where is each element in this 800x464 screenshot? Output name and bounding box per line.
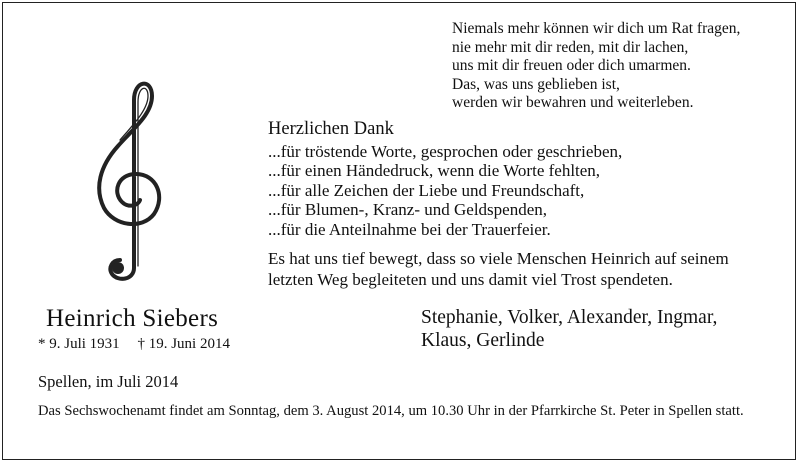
family-names: [421, 306, 717, 352]
place-date: Spellen, im Juli 2014: [38, 372, 179, 391]
thanks-item: ...für alle Zeichen der Liebe und Freundschaft,: [268, 180, 585, 200]
poem-line: werden wir bewahren und weiterleben.: [452, 94, 694, 112]
family-line: Klaus, Gerlinde: [421, 330, 545, 351]
poem-line: uns mit dir freuen oder dich umarmen.: [452, 57, 691, 75]
poem: [452, 20, 792, 113]
life-dates: [38, 336, 244, 353]
poem-line: nie mehr mit dir reden, mit dir lachen,: [452, 38, 689, 56]
thanks-item: ...für die Anteilnahme bei der Trauerfeier.: [268, 219, 551, 239]
thanks-section: [268, 120, 788, 290]
thanks-item: ...für Blumen-, Kranz- und Geldspenden,: [268, 200, 548, 220]
poem-line: Das, was uns geblieben ist,: [452, 75, 620, 93]
death-date: † 19. Juni 2014: [137, 336, 230, 352]
poem-line: Niemals mehr können wir dich um Rat fragen,: [452, 20, 741, 37]
thanks-paragraph-line: Es hat uns tief bewegt, dass so viele Menschen Heinrich auf seinem: [268, 248, 729, 268]
thanks-item: ...für einen Händedruck, wenn die Worte fehlten,: [268, 161, 601, 181]
service-notice: Das Sechswochenamt findet am Sonntag, dem 3. August 2014, um 10.30 Uhr in der Pfarrkirche St. Peter in Spellen statt.: [38, 403, 744, 419]
treble-clef-icon: [82, 70, 172, 285]
thanks-paragraph-line: letzten Weg begleiteten und uns damit viel Trost spendeten.: [268, 269, 673, 289]
deceased-name: Heinrich Siebers: [46, 305, 219, 332]
thanks-heading: Herzlichen Dank: [268, 119, 394, 139]
thanks-paragraph: [268, 248, 788, 290]
thanks-item: ...für tröstende Worte, gesprochen oder geschrieben,: [268, 141, 623, 161]
birth-date: * 9. Juli 1931: [38, 336, 120, 352]
family-line: Stephanie, Volker, Alexander, Ingmar,: [421, 307, 718, 328]
